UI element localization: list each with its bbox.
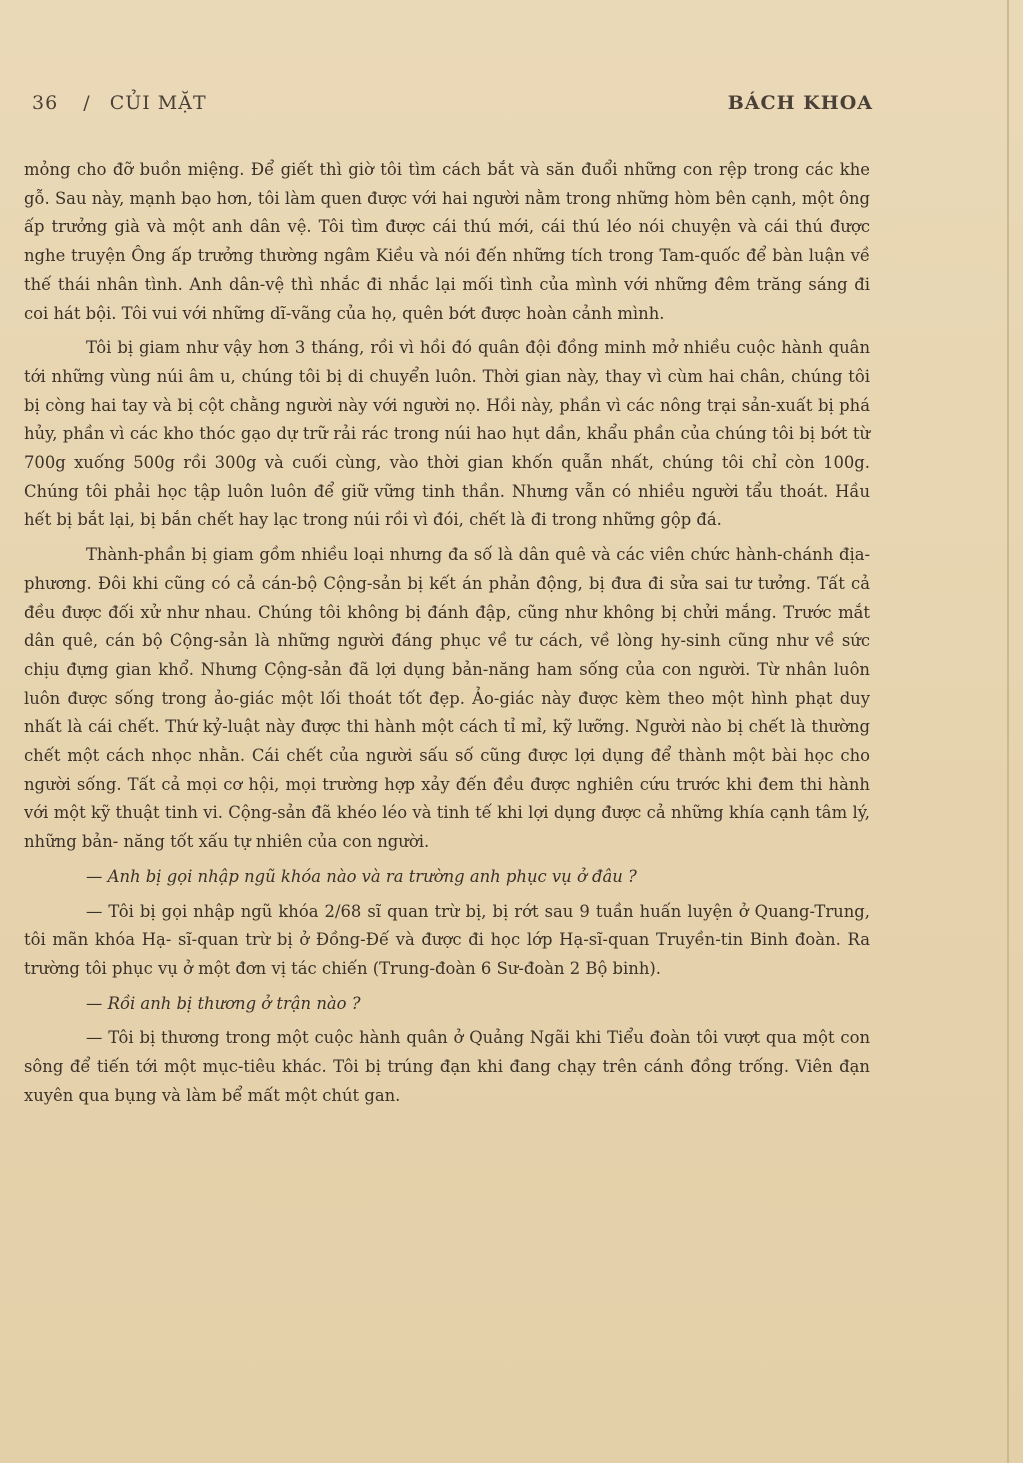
publication-title: BÁCH KHOA <box>727 92 873 114</box>
running-header <box>32 92 873 122</box>
page-edge <box>1007 0 1009 1463</box>
article-body <box>24 156 870 1117</box>
header-left <box>32 92 207 114</box>
paragraph: Tôi bị giam như vậy hơn 3 tháng, rồi vì hồi đó quân đội đồng minh mở nhiều cuộc hành quân tới những vùng núi âm u, chúng tôi bị di chuyển luôn. Thời gian này, thay vì cùm hai chân, chúng tôi bị còng hai tay và bị cột chằng người này với người nọ. Hồi này, phần vì các nông trại sản-xuất bị phá hủy, phần vì các kho thóc gạo dự trữ rải rác trong núi hao hụt dần, khẩu phần của chúng tôi bị bớt từ 700g xuống 500g rồi 300g và cuối cùng, vào thời gian khốn quẫn nhất, chúng tôi chỉ còn 100g. Chúng tôi phải học tập luôn luôn để giữ vững tinh thần. Nhưng vẫn có nhiều người tẩu thoát. Hầu hết bị bắt lại, bị bắn chết hay lạc trong núi rồi vì đói, chết là đi trong những gộp đá. <box>24 338 870 530</box>
interview-answer: — Tôi bị gọi nhập ngũ khóa 2/68 sĩ quan trừ bị, bị rớt sau 9 tuần huấn luyện ở Quang-Trung, tôi mãn khóa Hạ- sĩ-quan trừ bị ở Đồng-Đế và được đi học lớp Hạ-sĩ-quan Truyền-tin Binh đoàn. Ra trường tôi phục vụ ở một đơn vị tác chiến (Trung-đoàn 6 Sư-đoàn 2 Bộ binh). <box>24 901 870 978</box>
paragraph: Thành-phần bị giam gồm nhiều loại nhưng đa số là dân quê và các viên chức hành-chánh địa-phương. Đôi khi cũng có cả cán-bộ Cộng-sản bị kết án phản động, bị đưa đi sửa sai tư tưởng. Tất cả đều được đối xử như nhau. Chúng tôi không bị đánh đập, cũng như không bị chửi mắng. Trước mắt dân quê, cán bộ Cộng-sản là những người đáng phục về tư cách, về lòng hy-sinh cũng như về sức chịu đựng gian khổ. Nhưng Cộng-sản đã lợi dụng bản-năng ham sống của con người. Từ nhân luôn luôn được sống trong ảo-giác một lối thoát tốt đẹp. Ảo-giác này được kèm theo một hình phạt duy nhất là cái chết. Thứ kỷ-luật này được thi hành một cách tỉ mỉ, kỹ lưỡng. Người nào bị chết là thường chết một cách nhọc nhằn. Cái chết của người sấu số cũng được lợi dụng để thành một bài học cho người sống. Tất cả mọi cơ hội, mọi trường hợp xảy đến đều được nghiên cứu trước khi đem thi hành với một kỹ thuật tinh vi. Cộng-sản đã khéo léo và tinh tế khi lợi dụng được cả những khía cạnh tâm lý, những bản- năng tốt xấu tự nhiên của con người. <box>24 545 870 852</box>
paragraph: mỏng cho đỡ buồn miệng. Để giết thì giờ tôi tìm cách bắt và săn đuổi những con rệp trong các khe gỗ. Sau này, mạnh bạo hơn, tôi làm quen được với hai người nằm trong những hòm bên cạnh, một ông ấp trưởng già và một anh dân vệ. Tôi tìm được cái thú mới, cái thú léo nói chuyện và cái thú được nghe truyện Ông ấp trưởng thường ngâm Kiều và nói đến những tích trong Tam-quốc để bàn luận về thế thái nhân tình. Anh dân-vệ thì nhắc đi nhắc lại mối tình của mình với những đêm trăng sáng đi coi hát bội. Tôi vui với những dĩ-vãng của họ, quên bớt được hoàn cảnh mình. <box>24 160 870 323</box>
page-number: 36 <box>32 92 59 114</box>
interview-question: — Anh bị gọi nhập ngũ khóa nào và ra trường anh phục vụ ở đâu ? <box>86 866 637 886</box>
interview-question: — Rồi anh bị thương ở trận nào ? <box>86 993 361 1013</box>
header-separator: / <box>83 92 91 114</box>
interview-answer: — Tôi bị thương trong một cuộc hành quân ở Quảng Ngãi khi Tiểu đoàn tôi vượt qua một con sông để tiến tới một mục-tiêu khác. Tôi bị trúng đạn khi đang chạy trên cánh đồng trống. Viên đạn xuyên qua bụng và làm bể mất một chút gan. <box>24 1028 870 1105</box>
section-title: CỦI MẶT <box>109 92 207 114</box>
